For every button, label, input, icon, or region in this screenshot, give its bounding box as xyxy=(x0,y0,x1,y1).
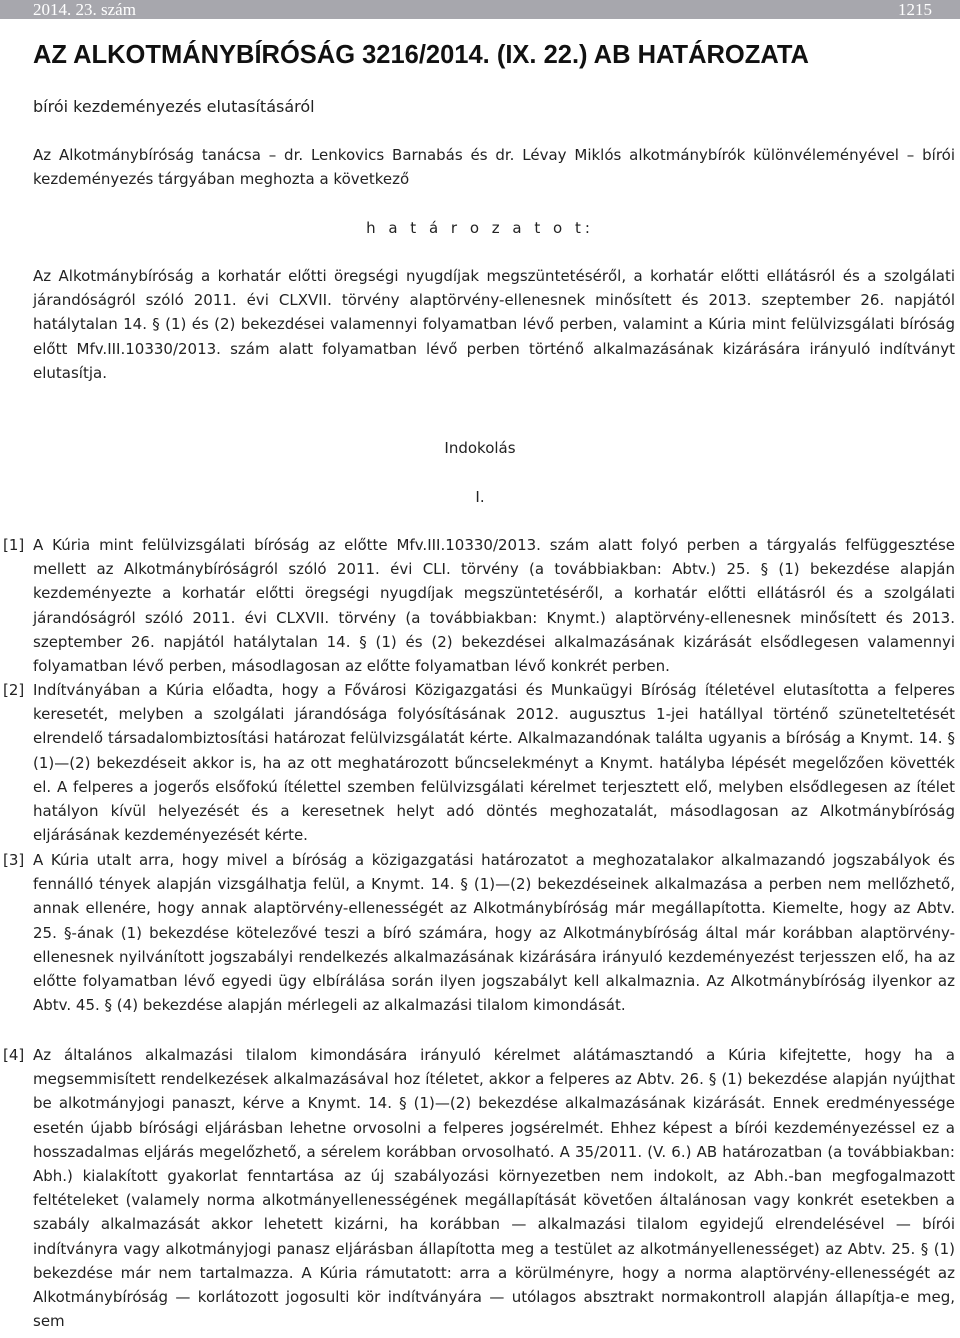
reasoning-heading: Indokolás xyxy=(444,439,516,457)
document-title: AZ ALKOTMÁNYBÍRÓSÁG 3216/2014. (IX. 22.) AB HATÁROZATA xyxy=(33,41,809,69)
section-numeral: I. xyxy=(475,488,485,506)
paragraph-text: A Kúria mint felülvizsgálati bíróság az előtte Mfv.III.10330/2013. szám alatt folyó perben a tárgyalás felfüggesztése mellett az Alkotmánybíróságról szóló 2011. évi CLI. törvény (a továbbiakban: Abtv.) 25. § (1) bekezdése alapján kezdeményezte a korhatár előtti öregségi nyugdíjak megszüntetéséről, a korhatár előtti ellátásról és a szolgálati járandóságról szóló 2011. évi CLXVII. törvény (a továbbiakban: Knymt.) alaptörvény-ellenesnek minősített és 2013. szeptember 26. napjától hatálytalan 14. § (1) és (2) bekezdései alkalmazásának kizárását elsődlegesen valamennyi folyamatban lévő perben, másodlagosan az előtte folyamatban lévő konkrét perben. xyxy=(33,536,955,676)
issue-label: 2014. 23. szám xyxy=(33,0,136,19)
decision-heading: h a t á r o z a t o t: xyxy=(366,219,594,237)
paragraph-number: [4] xyxy=(3,1046,25,1064)
page-header-bar xyxy=(0,0,960,19)
paragraph-text: Indítványában a Kúria előadta, hogy a Fővárosi Közigazgatási és Munkaügyi Bíróság ítéletével elutasította a felperes keresetét, melyben a szolgálati járandósága folyósításának 2012. augusztus 1-jei hatállyal történő szüneteltetését elrendelő társadalombiztosítási határozat felülvizsgálatát kérte. Alkalmazandónak találta ugyanis a bíróság a Knymt. 14. § (1)—(2) bekezdéseit akkor is, ha az ott meghatározott bűncselekményt a Knymt. hatályba lépését megelőzően követték el. A felperes a jogerős elsőfokú ítélettel szemben felülvizsgálati kérelmet terjesztett elő, melyben elsődlegesen az ítélet hatályon kívül helyezését és a keresetnek helyt adó döntés meghozatalát, másodlagosan az Alkotmánybíróság eljárásának kezdeményezését kérte. xyxy=(33,681,955,845)
intro-paragraph: Az Alkotmánybíróság tanácsa – dr. Lenkovics Barnabás és dr. Lévay Miklós alkotmánybírók különvéleményével – bírói kezdeményezés tárgyában meghozta a következő xyxy=(33,146,955,189)
paragraph-number: [3] xyxy=(3,851,25,869)
decision-paragraph: Az Alkotmánybíróság a korhatár előtti öregségi nyugdíjak megszüntetéséről, a korhatár előtti ellátásról és a szolgálati járandóságról szóló 2011. évi CLXVII. törvény alaptörvény-ellenesnek minősített és 2013. szeptember 26. napjától hatálytalan 14. § (1) és (2) bekezdései valamennyi folyamatban lévő perben, valamint a Kúria mint felülvizsgálati bíróság előtt Mfv.III.10330/2013. szám alatt folyamatban lévő perben történő alkalmazásának kizárására irányuló indítványt elutasítja. xyxy=(33,267,955,382)
paragraph-number: [2] xyxy=(3,681,25,699)
paragraph-number: [1] xyxy=(3,536,25,554)
paragraph-text: Az általános alkalmazási tilalom kimondására irányuló kérelmet alátámasztandó a Kúria kifejtette, hogy ha a megsemmisített rendelkezések alkalmazásával hoz ítéletet, akkor a felperes az Abtv. 26. § (1) bekezdése alapján nyújthat be alkotmányjogi panaszt, kérve a Knymt. 14. § (1)—(2) bekezdése alkalmazásának kizárását. Ennek eredményessége esetén újabb bírósági eljárásban lehetne orvosolni a felperes jogsérelmét. Ehhez képest a bírói kezdeményezéssel ez a hosszadalmas eljárás megelőzhető, a sérelem korábban orvosolható. A 35/2011. (V. 6.) AB határozatban (a továbbiakban: Abh.) kialakított gyakorlat fenntartása az új szabályozási környezetben nem indokolt, az Abh.-ban megfogalmazott feltételeket (valamely norma alkotmányellenességének megállapítását követően általánosan vagy konkrét esetekben a szabály alkalmazását akkor lehetett kizárni, ha korábban — alkalmazási tilalom egyidejű elrendelésével — bírói indítványra vagy alkotmányjogi panasz eljárásban állapította meg a testület az alkotmányellenességet) az Abtv. 25. § (1) bekezdése már nem tartalmazza. A Kúria rámutatott: arra a körülményre, hogy a norma alaptörvény-ellenességét az Alkotmánybíróság — korlátozott jogosulti kör indítványára — utólagos absztrakt normakontroll alapján állapítja-e meg, sem xyxy=(33,1046,955,1331)
document-subtitle: bírói kezdeményezés elutasításáról xyxy=(33,97,315,116)
page-number: 1215 xyxy=(898,0,932,19)
paragraph-text: A Kúria utalt arra, hogy mivel a bíróság a közigazgatási határozatot a meghozatalakor alkalmazandó jogszabályok és fennálló tények alapján vizsgálhatja felül, a Knymt. 14. § (1)—(2) bekezdéseinek alkalmazása a perben nem mellőzhető, annak ellenére, hogy annak alaptörvény-ellenességét az Alkotmánybíróság már megállapította. Kiemelte, hogy az Abtv. 25. §-ának (1) bekezdése kötelezővé teszi a bíró számára, hogy az Alkotmánybíróság által már korábban alaptörvény-ellenesnek nyilvánított jogszabályi rendelkezés alkalmazásának kizárására irányuló kezdeményezést terjesszen elő, ha az előtte folyamatban lévő egyedi ügy elbírálása során ilyen jogszabályt kell alkalmaznia. Az Alkotmánybíróság ilyenkor az Abtv. 45. § (4) bekezdése alapján mérlegeli az alkalmazási tilalom kimondását. xyxy=(33,851,955,1015)
